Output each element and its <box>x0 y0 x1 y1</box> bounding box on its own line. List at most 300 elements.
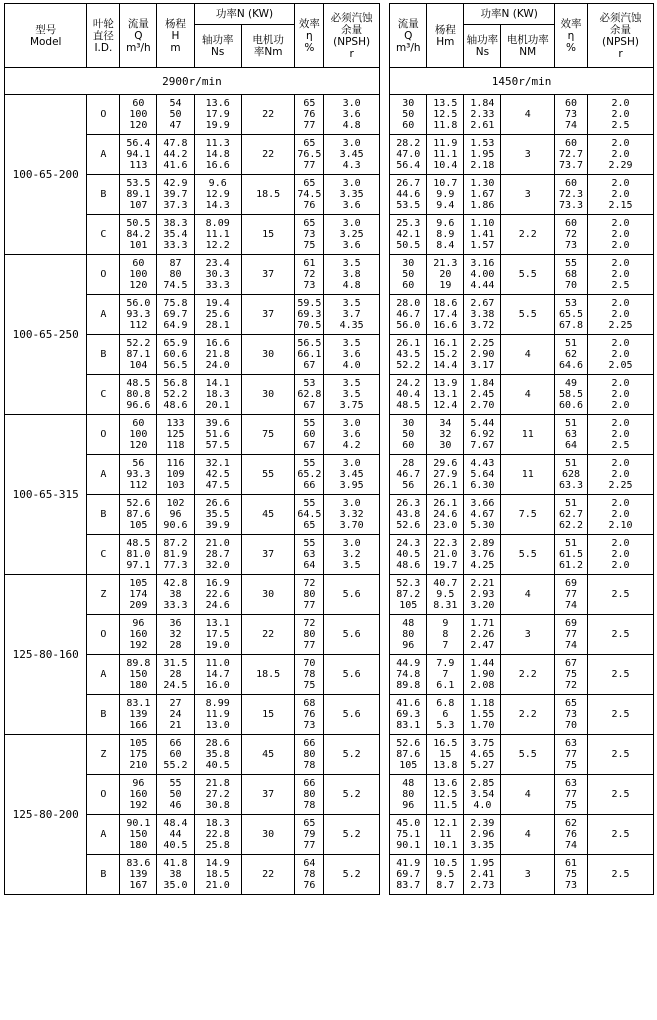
cell-npsh: 5.2 <box>324 735 380 775</box>
cell-h2: 29.6 27.9 26.1 <box>427 455 464 495</box>
cell-ns: 11.3 14.8 16.6 <box>194 135 241 175</box>
cell-npsh2: 2.0 2.0 2.29 <box>587 135 653 175</box>
cell-ns: 11.0 14.7 16.0 <box>194 655 241 695</box>
cell-eta2: 55 68 70 <box>555 255 588 295</box>
cell-q: 48.5 80.8 96.6 <box>120 375 157 415</box>
cell-nm2: 3 <box>501 855 555 895</box>
table-row <box>5 255 654 295</box>
cell-eta2: 61 75 73 <box>555 855 588 895</box>
cell-d: C <box>87 215 120 255</box>
cell-eta: 66 80 78 <box>295 775 324 815</box>
cell-q2: 26.1 43.5 52.2 <box>390 335 427 375</box>
cell-eta2: 51 61.5 61.2 <box>555 535 588 575</box>
efficiency-header-1450: 效率 η % <box>555 4 588 68</box>
cell-eta2: 60 72 73 <box>555 215 588 255</box>
cell-h2: 13.5 12.5 11.8 <box>427 95 464 135</box>
model-header <box>5 4 87 68</box>
cell-d: B <box>87 855 120 895</box>
cell-ns2: 2.39 2.96 3.35 <box>464 815 501 855</box>
cell-ns: 28.6 35.8 40.5 <box>194 735 241 775</box>
cell-npsh2: 2.0 2.0 2.25 <box>587 295 653 335</box>
cell-nm: 45 <box>241 735 295 775</box>
table-row <box>5 455 654 495</box>
column-spacer <box>379 495 389 535</box>
cell-ns: 21.8 27.2 30.8 <box>194 775 241 815</box>
column-spacer <box>379 855 389 895</box>
motor-power-header: 电机功 率Nm <box>241 25 295 68</box>
cell-nm: 18.5 <box>241 175 295 215</box>
column-spacer <box>379 815 389 855</box>
cell-d: O <box>87 615 120 655</box>
cell-nm: 30 <box>241 335 295 375</box>
cell-q: 56.0 93.3 112 <box>120 295 157 335</box>
cell-ns2: 3.16 4.00 4.44 <box>464 255 501 295</box>
cell-npsh: 3.0 3.45 4.3 <box>324 135 380 175</box>
cell-q: 52.6 87.6 105 <box>120 495 157 535</box>
cell-eta2: 53 65.5 67.8 <box>555 295 588 335</box>
cell-eta: 65 73 75 <box>295 215 324 255</box>
cell-npsh2: 2.5 <box>587 855 653 895</box>
cell-d: O <box>87 255 120 295</box>
cell-ns: 13.6 17.9 19.9 <box>194 95 241 135</box>
cell-npsh2: 2.0 2.0 2.05 <box>587 335 653 375</box>
cell-ns2: 3.66 4.67 5.30 <box>464 495 501 535</box>
cell-eta2: 60 73 74 <box>555 95 588 135</box>
cell-eta: 65 76.5 77 <box>295 135 324 175</box>
model-cell: 100-65-315 <box>5 415 87 575</box>
cell-eta2: 60 72.7 73.7 <box>555 135 588 175</box>
cell-ns: 14.9 18.5 21.0 <box>194 855 241 895</box>
table-row <box>5 535 654 575</box>
cell-eta2: 49 58.5 60.6 <box>555 375 588 415</box>
cell-ns2: 1.95 2.41 2.73 <box>464 855 501 895</box>
cell-h: 87 80 74.5 <box>157 255 194 295</box>
model-cell: 100-65-200 <box>5 95 87 255</box>
cell-npsh2: 2.0 2.0 2.15 <box>587 175 653 215</box>
cell-nm: 18.5 <box>241 655 295 695</box>
column-spacer <box>379 655 389 695</box>
cell-nm2: 4 <box>501 575 555 615</box>
cell-q2: 30 50 60 <box>390 95 427 135</box>
cell-nm: 30 <box>241 375 295 415</box>
cell-npsh2: 2.0 2.0 2.5 <box>587 255 653 295</box>
cell-q2: 44.9 74.8 89.8 <box>390 655 427 695</box>
cell-h2: 11.9 11.1 10.4 <box>427 135 464 175</box>
cell-ns: 19.4 25.6 28.1 <box>194 295 241 335</box>
cell-eta: 64 78 76 <box>295 855 324 895</box>
cell-h2: 9 8 7 <box>427 615 464 655</box>
cell-npsh2: 2.5 <box>587 575 653 615</box>
table-row <box>5 375 654 415</box>
cell-eta: 61 72 73 <box>295 255 324 295</box>
model-cell: 125-80-160 <box>5 575 87 735</box>
cell-npsh2: 2.5 <box>587 615 653 655</box>
cell-d: Z <box>87 575 120 615</box>
cell-eta: 66 80 78 <box>295 735 324 775</box>
cell-npsh2: 2.0 2.0 2.10 <box>587 495 653 535</box>
pump-performance-table <box>4 3 654 895</box>
cell-h2: 6.8 6 5.3 <box>427 695 464 735</box>
cell-npsh: 5.6 <box>324 575 380 615</box>
cell-eta: 68 76 73 <box>295 695 324 735</box>
cell-nm2: 4 <box>501 95 555 135</box>
table-row <box>5 295 654 335</box>
cell-npsh: 5.2 <box>324 775 380 815</box>
cell-eta2: 65 73 70 <box>555 695 588 735</box>
cell-h2: 9.6 8.9 8.4 <box>427 215 464 255</box>
cell-npsh2: 2.5 <box>587 775 653 815</box>
cell-h: 55 50 46 <box>157 775 194 815</box>
cell-nm: 75 <box>241 415 295 455</box>
cell-ns2: 2.21 2.93 3.20 <box>464 575 501 615</box>
cell-eta2: 51 62.7 62.2 <box>555 495 588 535</box>
cell-h2: 13.9 13.1 12.4 <box>427 375 464 415</box>
table-row <box>5 855 654 895</box>
cell-h: 38.3 35.4 33.3 <box>157 215 194 255</box>
cell-eta: 70 78 75 <box>295 655 324 695</box>
column-spacer <box>379 295 389 335</box>
cell-npsh: 3.5 3.8 4.8 <box>324 255 380 295</box>
cell-nm2: 4 <box>501 335 555 375</box>
cell-eta2: 67 75 72 <box>555 655 588 695</box>
cell-eta: 53 62.8 67 <box>295 375 324 415</box>
cell-npsh: 3.0 3.45 3.95 <box>324 455 380 495</box>
cell-eta2: 51 63 64 <box>555 415 588 455</box>
cell-d: B <box>87 175 120 215</box>
cell-h: 102 96 90.6 <box>157 495 194 535</box>
cell-nm2: 5.5 <box>501 535 555 575</box>
cell-h2: 10.7 9.9 9.4 <box>427 175 464 215</box>
cell-q2: 52.6 87.6 105 <box>390 735 427 775</box>
cell-nm: 22 <box>241 615 295 655</box>
cell-h2: 16.5 15 13.8 <box>427 735 464 775</box>
cell-q: 60 100 120 <box>120 255 157 295</box>
speed-1450: 1450r/min <box>390 68 654 95</box>
motor-power-header-1450: 电机功率 NM <box>501 25 555 68</box>
cell-h2: 26.1 24.6 23.0 <box>427 495 464 535</box>
cell-q2: 26.7 44.6 53.5 <box>390 175 427 215</box>
cell-npsh2: 2.0 2.0 2.0 <box>587 375 653 415</box>
cell-npsh: 5.6 <box>324 695 380 735</box>
cell-npsh: 3.5 3.5 3.75 <box>324 375 380 415</box>
cell-nm: 22 <box>241 95 295 135</box>
cell-nm: 15 <box>241 215 295 255</box>
cell-q2: 24.3 40.5 48.6 <box>390 535 427 575</box>
cell-h: 27 24 21 <box>157 695 194 735</box>
cell-q: 56.4 94.1 113 <box>120 135 157 175</box>
model-cell: 100-65-250 <box>5 255 87 415</box>
flow-header-1450: 流量 Q m³/h <box>390 4 427 68</box>
cell-q: 96 160 192 <box>120 775 157 815</box>
cell-ns2: 1.71 2.26 2.47 <box>464 615 501 655</box>
cell-h: 56.8 52.2 48.6 <box>157 375 194 415</box>
table-row <box>5 135 654 175</box>
impeller-header: 叶轮 直径 I.D. <box>87 4 120 68</box>
column-spacer <box>379 535 389 575</box>
cell-q2: 45.0 75.1 90.1 <box>390 815 427 855</box>
column-spacer <box>379 215 389 255</box>
cell-q: 60 100 120 <box>120 415 157 455</box>
cell-nm: 22 <box>241 135 295 175</box>
table-row <box>5 175 654 215</box>
cell-npsh2: 2.0 2.0 2.0 <box>587 535 653 575</box>
cell-h: 47.8 44.2 41.6 <box>157 135 194 175</box>
cell-h: 66 60 55.2 <box>157 735 194 775</box>
cell-npsh2: 2.0 2.0 2.0 <box>587 215 653 255</box>
cell-npsh2: 2.5 <box>587 735 653 775</box>
cell-npsh: 3.0 3.6 4.8 <box>324 95 380 135</box>
cell-h: 48.4 44 40.5 <box>157 815 194 855</box>
table-row <box>5 615 654 655</box>
cell-ns: 13.1 17.5 19.0 <box>194 615 241 655</box>
npsh-header: 必须汽蚀 余量 (NPSH) r <box>324 4 380 68</box>
cell-h: 54 50 47 <box>157 95 194 135</box>
cell-ns: 8.09 11.1 12.2 <box>194 215 241 255</box>
cell-npsh: 5.6 <box>324 655 380 695</box>
cell-nm2: 3 <box>501 615 555 655</box>
cell-nm2: 4 <box>501 775 555 815</box>
cell-ns2: 5.44 6.92 7.67 <box>464 415 501 455</box>
cell-q2: 25.3 42.1 50.5 <box>390 215 427 255</box>
cell-h: 133 125 118 <box>157 415 194 455</box>
cell-ns: 32.1 42.5 47.5 <box>194 455 241 495</box>
cell-q2: 30 50 60 <box>390 415 427 455</box>
cell-q: 56 93.3 112 <box>120 455 157 495</box>
cell-nm: 30 <box>241 815 295 855</box>
cell-h2: 13.6 12.5 11.5 <box>427 775 464 815</box>
cell-q: 105 174 209 <box>120 575 157 615</box>
cell-q2: 30 50 60 <box>390 255 427 295</box>
cell-nm2: 4 <box>501 815 555 855</box>
cell-nm: 37 <box>241 775 295 815</box>
cell-npsh: 5.2 <box>324 855 380 895</box>
cell-h2: 40.7 9.5 8.31 <box>427 575 464 615</box>
cell-nm: 37 <box>241 255 295 295</box>
cell-npsh: 3.5 3.7 4.35 <box>324 295 380 335</box>
cell-h: 41.8 38 35.0 <box>157 855 194 895</box>
cell-q2: 24.2 40.4 48.5 <box>390 375 427 415</box>
cell-h: 42.8 38 33.3 <box>157 575 194 615</box>
cell-q: 50.5 84.2 101 <box>120 215 157 255</box>
speed-2900: 2900r/min <box>5 68 380 95</box>
cell-eta2: 51 628 63.3 <box>555 455 588 495</box>
cell-npsh2: 2.0 2.0 2.5 <box>587 95 653 135</box>
cell-ns: 16.6 21.8 24.0 <box>194 335 241 375</box>
cell-q: 83.1 139 166 <box>120 695 157 735</box>
model-cell: 125-80-200 <box>5 735 87 895</box>
cell-npsh2: 2.5 <box>587 655 653 695</box>
cell-npsh2: 2.0 2.0 2.25 <box>587 455 653 495</box>
cell-ns2: 1.84 2.33 2.61 <box>464 95 501 135</box>
cell-d: O <box>87 775 120 815</box>
cell-ns: 39.6 51.6 57.5 <box>194 415 241 455</box>
cell-nm2: 3 <box>501 135 555 175</box>
cell-h2: 7.9 7 6.1 <box>427 655 464 695</box>
cell-q: 96 160 192 <box>120 615 157 655</box>
cell-d: A <box>87 655 120 695</box>
cell-npsh: 3.0 3.32 3.70 <box>324 495 380 535</box>
cell-nm2: 2.2 <box>501 215 555 255</box>
cell-d: B <box>87 335 120 375</box>
cell-nm: 30 <box>241 575 295 615</box>
cell-ns2: 1.44 1.90 2.08 <box>464 655 501 695</box>
cell-ns: 21.0 28.7 32.0 <box>194 535 241 575</box>
cell-q2: 28 46.7 56 <box>390 455 427 495</box>
cell-eta: 65 76 77 <box>295 95 324 135</box>
power-header: 功率N (KW) <box>194 4 295 25</box>
cell-d: A <box>87 815 120 855</box>
cell-d: A <box>87 295 120 335</box>
cell-h: 116 109 103 <box>157 455 194 495</box>
cell-q2: 41.6 69.3 83.1 <box>390 695 427 735</box>
table-row <box>5 495 654 535</box>
cell-nm2: 11 <box>501 455 555 495</box>
cell-ns2: 4.43 5.64 6.30 <box>464 455 501 495</box>
cell-h: 65.9 60.6 56.5 <box>157 335 194 375</box>
table-row <box>5 815 654 855</box>
cell-d: B <box>87 495 120 535</box>
column-spacer <box>379 335 389 375</box>
cell-ns: 8.99 11.9 13.0 <box>194 695 241 735</box>
table-row <box>5 95 654 135</box>
cell-h2: 16.1 15.2 14.4 <box>427 335 464 375</box>
cell-nm2: 5.5 <box>501 295 555 335</box>
cell-d: Z <box>87 735 120 775</box>
cell-q2: 52.3 87.2 105 <box>390 575 427 615</box>
cell-ns: 9.6 12.9 14.3 <box>194 175 241 215</box>
cell-npsh: 5.6 <box>324 615 380 655</box>
column-spacer <box>379 575 389 615</box>
cell-d: O <box>87 95 120 135</box>
cell-npsh: 3.0 3.6 4.2 <box>324 415 380 455</box>
cell-d: A <box>87 135 120 175</box>
cell-eta2: 60 72.3 73.3 <box>555 175 588 215</box>
cell-ns2: 1.30 1.67 1.86 <box>464 175 501 215</box>
column-spacer <box>379 735 389 775</box>
model-header-cn: 型号 <box>35 23 57 36</box>
cell-q: 89.8 150 180 <box>120 655 157 695</box>
cell-eta2: 63 77 75 <box>555 735 588 775</box>
cell-eta: 56.5 66.1 67 <box>295 335 324 375</box>
cell-q2: 28.0 46.7 56.0 <box>390 295 427 335</box>
cell-eta: 59.5 69.3 70.5 <box>295 295 324 335</box>
column-spacer <box>379 68 389 95</box>
cell-ns2: 1.18 1.55 1.70 <box>464 695 501 735</box>
cell-q: 83.6 139 167 <box>120 855 157 895</box>
cell-h2: 10.5 9.5 8.7 <box>427 855 464 895</box>
cell-ns2: 2.25 2.90 3.17 <box>464 335 501 375</box>
cell-nm2: 5.5 <box>501 255 555 295</box>
npsh-header-1450: 必须汽蚀 余量 (NPSH) r <box>587 4 653 68</box>
cell-nm2: 4 <box>501 375 555 415</box>
cell-ns2: 1.10 1.41 1.57 <box>464 215 501 255</box>
shaft-power-header: 轴功率 Ns <box>194 25 241 68</box>
cell-eta2: 51 62 64.6 <box>555 335 588 375</box>
cell-eta: 55 65.2 66 <box>295 455 324 495</box>
cell-q2: 28.2 47.0 56.4 <box>390 135 427 175</box>
cell-ns: 23.4 30.3 33.3 <box>194 255 241 295</box>
head-header: 杨程 H m <box>157 4 194 68</box>
cell-eta: 65 74.5 76 <box>295 175 324 215</box>
cell-npsh2: 2.5 <box>587 695 653 735</box>
shaft-power-header-1450: 轴功率 Ns <box>464 25 501 68</box>
table-row <box>5 735 654 775</box>
cell-h2: 18.6 17.4 16.6 <box>427 295 464 335</box>
cell-ns2: 2.67 3.38 3.72 <box>464 295 501 335</box>
power-header-1450: 功率N (KW) <box>464 4 555 25</box>
cell-d: A <box>87 455 120 495</box>
cell-ns: 26.6 35.5 39.9 <box>194 495 241 535</box>
cell-nm: 22 <box>241 855 295 895</box>
cell-q: 90.1 150 180 <box>120 815 157 855</box>
column-spacer <box>379 415 389 455</box>
cell-nm2: 11 <box>501 415 555 455</box>
cell-d: C <box>87 375 120 415</box>
column-spacer <box>379 255 389 295</box>
column-spacer <box>379 455 389 495</box>
cell-eta2: 69 77 74 <box>555 615 588 655</box>
cell-d: O <box>87 415 120 455</box>
table-row <box>5 415 654 455</box>
cell-npsh: 3.0 3.25 3.6 <box>324 215 380 255</box>
cell-q2: 26.3 43.8 52.6 <box>390 495 427 535</box>
column-spacer <box>379 135 389 175</box>
cell-ns2: 2.89 3.76 4.25 <box>464 535 501 575</box>
cell-ns: 16.9 22.6 24.6 <box>194 575 241 615</box>
cell-q: 52.2 87.1 104 <box>120 335 157 375</box>
cell-ns2: 2.85 3.54 4.0 <box>464 775 501 815</box>
cell-h2: 21.3 20 19 <box>427 255 464 295</box>
table-row <box>5 655 654 695</box>
cell-nm: 37 <box>241 535 295 575</box>
table-row <box>5 695 654 735</box>
cell-ns: 18.3 22.8 25.8 <box>194 815 241 855</box>
cell-q: 53.5 89.1 107 <box>120 175 157 215</box>
cell-nm: 55 <box>241 455 295 495</box>
cell-npsh2: 2.0 2.0 2.5 <box>587 415 653 455</box>
table-row <box>5 215 654 255</box>
cell-ns2: 1.53 1.95 2.18 <box>464 135 501 175</box>
cell-nm: 45 <box>241 495 295 535</box>
cell-h: 87.2 81.9 77.3 <box>157 535 194 575</box>
cell-h2: 22.3 21.0 19.7 <box>427 535 464 575</box>
cell-h2: 34 32 30 <box>427 415 464 455</box>
cell-q: 60 100 120 <box>120 95 157 135</box>
cell-nm2: 7.5 <box>501 495 555 535</box>
cell-eta: 65 79 77 <box>295 815 324 855</box>
cell-ns2: 1.84 2.45 2.70 <box>464 375 501 415</box>
cell-npsh: 3.0 3.2 3.5 <box>324 535 380 575</box>
cell-npsh: 3.0 3.35 3.6 <box>324 175 380 215</box>
cell-q2: 48 80 96 <box>390 615 427 655</box>
cell-nm2: 2.2 <box>501 655 555 695</box>
cell-nm2: 2.2 <box>501 695 555 735</box>
model-header-en: Model <box>29 35 62 48</box>
cell-eta: 55 63 64 <box>295 535 324 575</box>
table-row <box>5 335 654 375</box>
cell-q2: 48 80 96 <box>390 775 427 815</box>
cell-eta2: 69 77 74 <box>555 575 588 615</box>
cell-ns: 14.1 18.3 20.1 <box>194 375 241 415</box>
table-body <box>5 95 654 895</box>
column-spacer <box>379 175 389 215</box>
column-spacer <box>379 95 389 135</box>
efficiency-header: 效率 η % <box>295 4 324 68</box>
cell-q: 105 175 210 <box>120 735 157 775</box>
cell-npsh: 3.5 3.6 4.0 <box>324 335 380 375</box>
cell-eta2: 63 77 75 <box>555 775 588 815</box>
cell-eta: 55 60 67 <box>295 415 324 455</box>
